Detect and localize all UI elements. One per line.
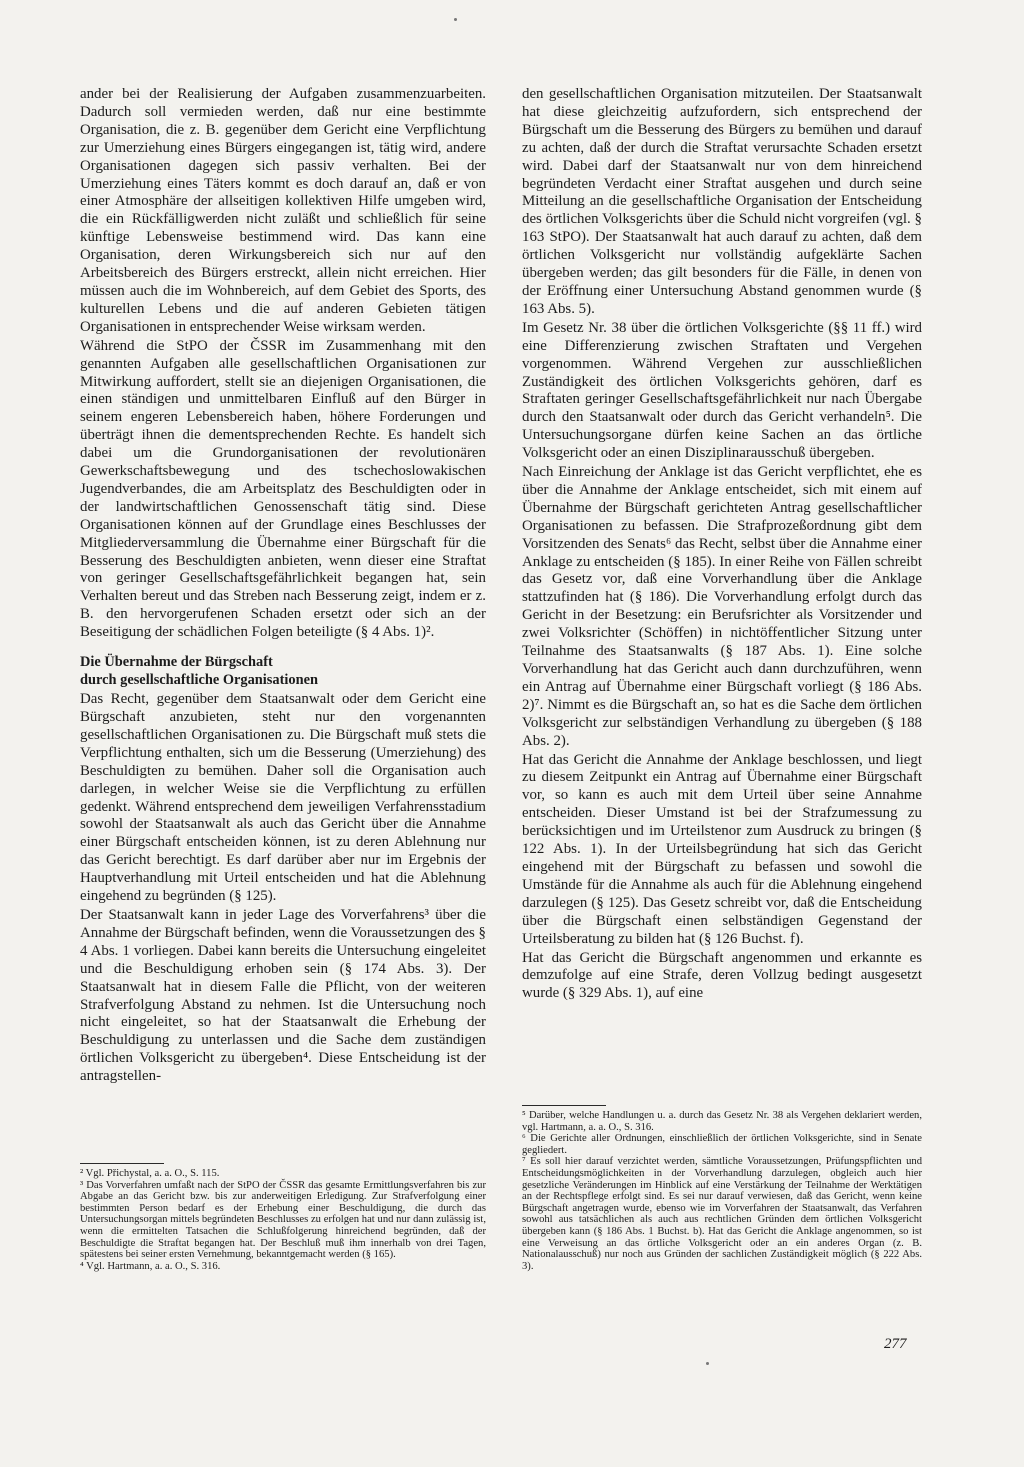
footnote-2: ² Vgl. Přichystal, a. a. O., S. 115. (80, 1168, 220, 1179)
paragraph: Der Staatsanwalt kann in jeder Lage des Vorverfahrens³ über die Annahme der Bürgschaft befinden, wenn die Voraussetzungen des § 4 Abs. 1 vorliegen. Dabei kann bereits die Untersuchung eingeleitet und die Beschuldigung erhoben sein (§ 174 Abs. 3). Der Staatsanwalt hat in diesem Falle die Pflicht, von der weiteren Strafverfolgung Abstand zu nehmen. Ist die Untersuchung noch nicht eingeleitet, so hat der Staatsanwalt die Erhebung der Beschuldigung zu unterlassen und die Sache dem zuständigen örtlichen Volksgericht zu übergeben⁴. Diese Entscheidung ist der antragstellen- (80, 906, 486, 1085)
page-number: 277 (884, 1336, 907, 1352)
paragraph: ander bei der Realisierung der Aufgaben zusammenzuarbeiten. Dadurch soll vermieden werden, daß nur eine bestimmte Organisation, die z. B. gegenüber dem Gericht eine Verpflichtung zur Umerziehung eines Bürgers eingegangen ist, tätig wird, andere Organisationen dagegen sich passiv verhalten. Bei der Umerziehung eines Täters kommt es doch darauf an, daß er von einer Atmosphäre der allseitigen kollektiven Hilfe umgeben wird, die ein Rückfälligwerden nicht zuläßt und schließlich für seine künftige Lebensweise bestimmend wird. Das kann eine Organisation, deren Wirkungsbereich sich nur auf den Arbeitsbereich des Bürgers erstreckt, allein nicht erreichen. Hier müssen auch die im Wohnbereich, auf dem Gebiet des Sports, des kulturellen Lebens und die auf anderen Gebieten tätigen Organisationen in entsprechender Weise wirksam werden. (80, 86, 486, 335)
scan-speck-bottom (706, 1362, 709, 1365)
footnote-4: ⁴ Vgl. Hartmann, a. a. O., S. 316. (80, 1260, 221, 1272)
footnote-7: ⁷ Es soll hier darauf verzichtet werden, sämtliche Voraussetzungen, Prüfungspflichten und Entscheidungsmöglichkeiten in der Vorverhandlung darzulegen, obgleich auch hier gesetzliche Veränderungen im Hinblick auf eine Verstärkung der Teilnahme der Werktätigen an der Rechtspflege erfolgt sind. Es sei nur darauf verwiesen, daß das Gericht, wenn keine Bürgschaft angetragen wurde, ebenso wie im Vorverfahren der Staatsanwalt, das Verfahren sowohl aus tatsächlichen als auch aus rechtlichen Gründen dem örtlichen Volksgericht übergeben kann (§ 186 Abs. 1 Buchst. b). Hat das Gericht die Anklage angenommen, so ist eine Verweisung an das örtliche Volksgericht oder an ein anderes Organ (z. B. Nationalausschuß) nur noch aus Gründen der sachlichen Zuständigkeit möglich (§ 222 Abs. 3). (522, 1156, 922, 1272)
footnotes-right (522, 1105, 922, 1272)
paragraph: Während die StPO der ČSSR im Zusammenhang mit den genannten Aufgaben alle gesellschaftlichen Organisationen zur Mitwirkung auffordert, stellt sie an diejenigen Organisationen, die einen ständigen und unmittelbaren Einfluß auf den Bürger in seinem engeren Lebensbereich haben, höhere Forderungen und überträgt ihnen die dementsprechenden Rechte. Es handelt sich dabei um die Grundorganisationen der revolutionären Gewerkschaftsbewegung und des tschechoslowakischen Jugendverbandes, die am Arbeitsplatz des Beschuldigten oder in der landwirtschaftlichen Genossenschaft tätig sind. Diese Organisationen können auf der Grundlage eines Beschlusses der Mitgliederversammlung die Übernahme einer Bürgschaft für die Besserung des Beschuldigten anbieten, wenn dieser eine Straftat von geringer Gesellschaftsgefährlichkeit begangen hat, sein Verhalten bereut und das Streben nach Besserung zeigt, indem er z. B. den hervorgerufenen Schaden ersetzt oder sich an der Beseitigung der schädlichen Folgen beteiligte (§ 4 Abs. 1)². (80, 337, 486, 641)
right-column (522, 86, 922, 1003)
paragraph: Das Recht, gegenüber dem Staatsanwalt oder dem Gericht eine Bürgschaft anzubieten, steht nur den vorgenannten gesellschaftlichen Organisationen zu. Die Bürgschaft muß stets die Verpflichtung enthalten, sich um die Besserung (Umerziehung) des Beschuldigten zu bemühen. Daher soll die Organisation auch darlegen, in welcher Weise sie die Verpflichtung zu erfüllen gedenkt. Während entsprechend dem jeweiligen Verfahrensstadium sowohl der Staatsanwalt als auch das Gericht über die Annahme einer Bürgschaft entscheiden können, ist zu deren Ablehnung nur das Gericht berechtigt. Es darf darüber aber nur im Ergebnis der Hauptverhandlung mit Urteil entscheiden und hat die Ablehnung eingehend zu begründen (§ 125). (80, 691, 486, 905)
left-column (80, 86, 486, 1086)
paragraph: den gesellschaftlichen Organisation mitzuteilen. Der Staatsanwalt hat diese gleichzeitig aufzufordern, sich entsprechend der Bürgschaft um die Besserung des Bürgers zu bemühen und darauf zu achten, daß der durch die Straftat verursachte Schaden ersetzt wird. Dabei darf der Staatsanwalt nur von dem hinreichend begründeten Verdacht einer Straftat ausgehen und durch seine Mitteilung an die gesellschaftliche Organisation der Entscheidung des örtlichen Volksgerichts über die Schuld nicht vorgreifen (vgl. § 163 StPO). Der Staatsanwalt hat auch darauf zu achten, daß dem örtlichen Volksgericht nur vollständig aufgeklärte Sachen übergeben werden; das gilt besonders für die Fälle, in denen von der Eröffnung einer Untersuchung Abstand genommen wurde (§ 163 Abs. 5). (522, 86, 922, 317)
footnotes-left (80, 1163, 486, 1272)
footnote-5: ⁵ Darüber, welche Handlungen u. a. durch das Gesetz Nr. 38 als Vergehen deklariert werden, vgl. Hartmann, a. a. O., S. 316. (522, 1110, 922, 1133)
section-heading-line: Die Übernahme der Bürgschaft (80, 654, 273, 671)
paragraph: Im Gesetz Nr. 38 über die örtlichen Volksgerichte (§§ 11 ff.) wird eine Differenzierung zwischen Straftaten und Vergehen vorgenommen. Während Vergehen zur ausschließlichen Zuständigkeit des örtlichen Volksgerichts gehören, darf es Straftaten geringer Gesellschaftsgefährlichkeit nur nach Übergabe durch den Staatsanwalt oder durch das Gericht verhandeln⁵. Die Untersuchungsorgane dürfen keine Sachen an das örtliche Volksgericht oder an einen Disziplinarausschuß übergeben. (522, 319, 922, 462)
footnote-rule (80, 1163, 164, 1164)
section-heading-line: durch gesellschaftliche Organisationen (80, 671, 318, 688)
section-heading (80, 654, 486, 689)
footnote-3: ³ Das Vorverfahren umfaßt nach der StPO der ČSSR das gesamte Ermittlungsverfahren bis zur Abgabe an das Gericht bzw. bis zur anderweitigen Erledigung. Zur Strafverfolgung einer bestimmten Person bedarf es der Erhebung einer Beschuldigung, die durch das Untersuchungsorgan mittels begründeten Beschlusses zu erfolgen hat und nur dann zulässig ist, wenn die ermittelten Tatsachen die Schlußfolgerung hinreichend begründen, daß der Beschuldigte die Straftat begangen hat. Der Beschluß muß ihm innerhalb von drei Tagen, spätestens bei seiner ersten Vernehmung, bekanntgemacht werden (§ 165). (80, 1179, 486, 1261)
footnote-6: ⁶ Die Gerichte aller Ordnungen, einschließlich der örtlichen Volksgerichte, sind in Senate gegliedert. (522, 1133, 922, 1156)
footnote-rule (522, 1105, 606, 1106)
paragraph: Nach Einreichung der Anklage ist das Gericht verpflichtet, ehe es über die Annahme der Anklage entscheidet, sich mit einem auf Übernahme der Bürgschaft gerichteten Antrag gesellschaftlicher Organisationen zu befassen. Die Strafprozeßordnung gibt dem Vorsitzenden des Senats⁶ das Recht, selbst über die Annahme einer Anklage zu entscheiden (§ 185). In einer Reihe von Fällen schreibt das Gesetz vor, daß eine Vorverhandlung über die Anklage stattzufinden hat (§ 186). Die Vorverhandlung erfolgt durch das Gericht in der Besetzung: ein Berufsrichter als Vorsitzender und zwei Volksrichter (Schöffen) in nichtöffentlicher Sitzung unter Teilnahme des Staatsanwalts (§ 187 Abs. 1). Eine solche Vorverhandlung hat das Gericht auch dann durchzuführen, wenn ein Antrag auf Übernahme einer Bürgschaft vorliegt (§ 186 Abs. 2)⁷. Nimmt es die Bürgschaft an, so hat es die Sache dem örtlichen Volksgericht zur selbständigen Verhandlung zu übergeben (§ 188 Abs. 2). (522, 464, 922, 749)
paragraph: Hat das Gericht die Bürgschaft angenommen und erkannte es demzufolge auf eine Strafe, deren Vollzug bedingt ausgesetzt wurde (§ 329 Abs. 1), auf eine (522, 949, 922, 1002)
scan-speck-top (454, 18, 457, 21)
paragraph: Hat das Gericht die Annahme der Anklage beschlossen, und liegt zu diesem Zeitpunkt ein Antrag auf Übernahme einer Bürgschaft vor, so kann es auch mit dem Urteil über seine Annahme entscheiden. Dieser Umstand ist bei der Strafzumessung zu berücksichtigen und im Urteilstenor zum Ausdruck zu bringen (§ 122 Abs. 1). In der Urteilsbegründung hat sich das Gericht eingehend mit der Bürgschaft zu befassen und sowohl die Umstände für die Annahme als auch für die Ablehnung eingehend darzulegen (§ 125). Das Gesetz schreibt vor, daß die Entscheidung über die Bürgschaft einen selbständigen Gegenstand der Urteilsberatung zu bilden hat (§ 126 Buchst. f). (522, 751, 922, 947)
